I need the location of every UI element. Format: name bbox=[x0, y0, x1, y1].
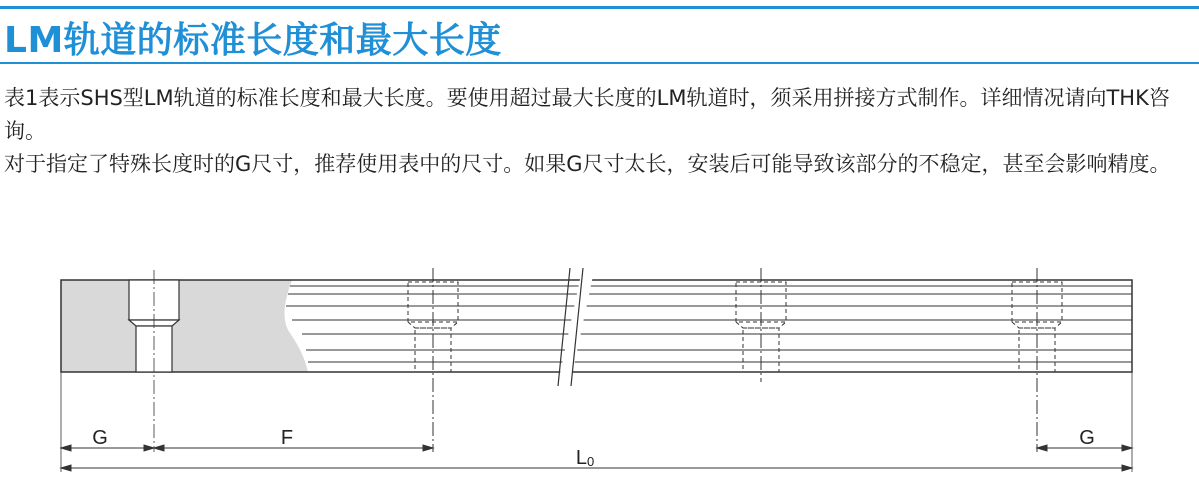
paragraph-standard-length: 表1表示SHS型LM轨道的标准长度和最大长度。要使用超过最大长度的LM轨道时，须采用拼接方式制作。详细情况请向THK咨询。 bbox=[4, 86, 1170, 143]
dimension-label-g-left: G bbox=[92, 427, 108, 449]
title-bottom-rule bbox=[0, 62, 1199, 64]
dimension-label-l0-main: L bbox=[575, 447, 587, 469]
dimension-label-f: F bbox=[280, 427, 294, 449]
hidden-hole-1 bbox=[408, 268, 458, 452]
dimension-lines bbox=[61, 445, 1132, 471]
hidden-hole-2 bbox=[736, 268, 786, 382]
section-mounting-hole bbox=[129, 270, 179, 452]
dimension-label-l0 bbox=[576, 447, 594, 469]
rail-longitudinal-lines bbox=[286, 286, 1132, 362]
extension-lines bbox=[61, 372, 1132, 472]
lm-rail-diagram bbox=[40, 262, 1160, 482]
dimension-label-l0-subscript: 0 bbox=[586, 454, 595, 469]
page-title: LM轨道的标准长度和最大长度 bbox=[4, 20, 502, 61]
dimension-label-g-right: G bbox=[1079, 427, 1095, 449]
title-bar bbox=[0, 0, 1199, 64]
hidden-hole-3 bbox=[1012, 268, 1062, 452]
paragraph-g-dimension: 对于指定了特殊长度时的G尺寸，推荐使用表中的尺寸。如果G尺寸太长，安装后可能导致该部分的不稳定，甚至会影响精度。 bbox=[4, 152, 1171, 176]
body-text bbox=[4, 82, 1194, 181]
rail-section-cut bbox=[61, 280, 308, 372]
title-top-rule bbox=[0, 6, 1199, 9]
